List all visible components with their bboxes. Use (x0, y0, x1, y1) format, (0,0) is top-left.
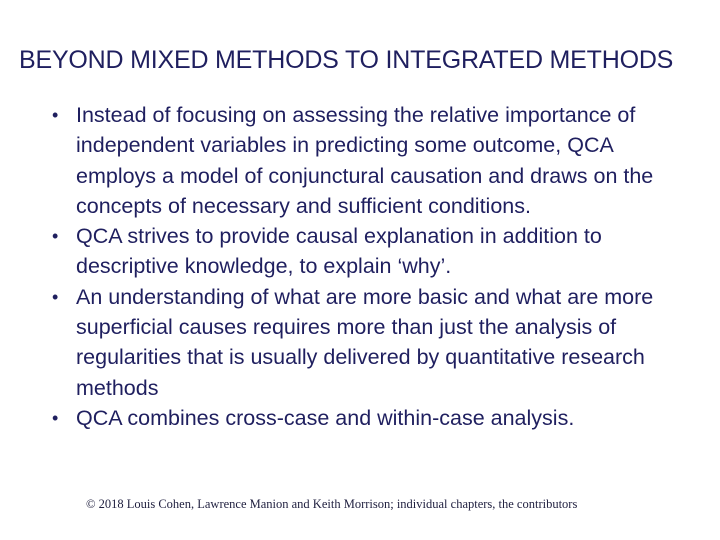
bullet-icon: • (52, 407, 59, 428)
list-item (52, 282, 672, 403)
bullet-icon: • (52, 226, 59, 247)
bullet-text: An understanding of what are more basic and what are more superficial causes requires more than just the analysis of regularities that is usually delivered by quantitative research methods (76, 284, 654, 400)
bullet-text: QCA combines cross-case and within-case analysis. (76, 405, 575, 430)
bullet-icon: • (52, 286, 59, 307)
copyright-footer: © 2018 Louis Cohen, Lawrence Manion and Keith Morrison; individual chapters, the contributors (86, 497, 578, 511)
list-item (52, 100, 672, 221)
bullet-icon: • (52, 105, 59, 125)
bullet-list (52, 100, 672, 433)
bullet-text: QCA strives to provide causal explanation in addition to descriptive knowledge, to explain ‘why’. (76, 224, 602, 279)
slide-title: BEYOND MIXED METHODS TO INTEGRATED METHODS (19, 46, 674, 74)
list-item (52, 221, 672, 282)
bullet-text: Instead of focusing on assessing the relative importance of independent variables in predicting some outcome, QCA employs a model of conjunctural causation and draws on the concepts of necessary and sufficient conditions. (76, 103, 654, 218)
list-item (52, 403, 672, 433)
